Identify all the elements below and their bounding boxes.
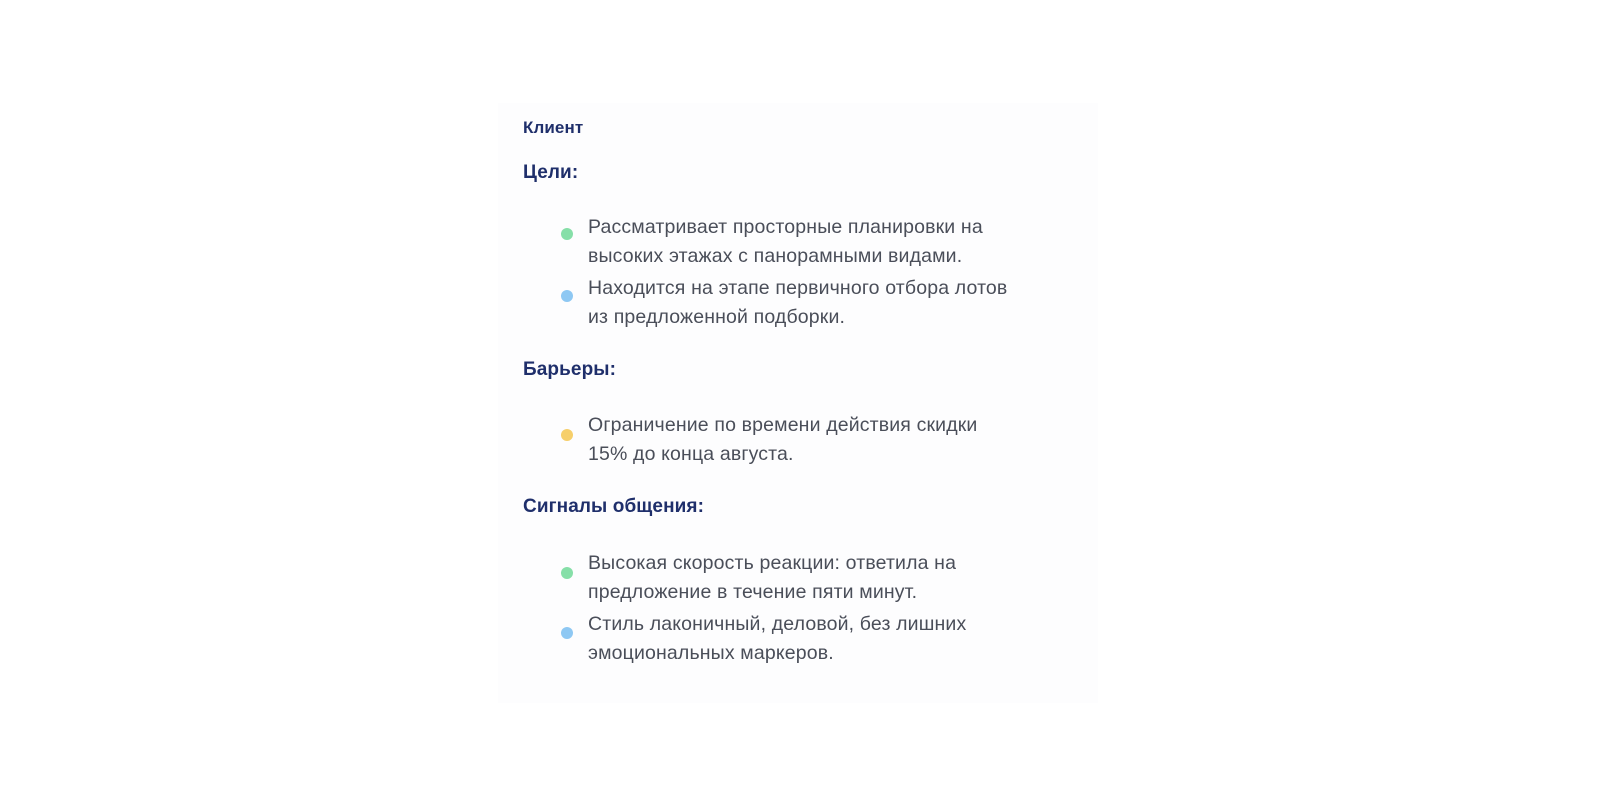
bullet-dot-blue-icon [561,290,573,302]
goal-item-2 [588,274,1108,332]
client-title: Клиент [523,118,584,137]
section-title-goals: Цели: [523,162,579,183]
bullet-dot-green-icon [561,567,573,579]
signal-item-1-line-2: предложение в течение пяти минут. [588,581,918,603]
goal-item-1-line-2: высоких этажах с панорамными видами. [588,245,963,267]
signal-item-2-line-2: эмоциональных маркеров. [588,642,834,664]
signal-item-2 [588,610,1108,668]
signal-item-2-line-1: Стиль лаконичный, деловой, без лишних [588,613,967,635]
bullet-dot-green-icon [561,228,573,240]
goal-item-2-line-2: из предложенной подборки. [588,306,846,328]
barrier-item-1 [588,411,1108,469]
signal-item-1-line-1: Высокая скорость реакции: ответила на [588,552,957,574]
signal-item-1 [588,549,1108,607]
section-title-barriers: Барьеры: [523,359,617,380]
goal-item-1 [588,213,1108,271]
section-title-signals: Сигналы общения: [523,496,705,517]
barrier-item-1-line-2: 15% до конца августа. [588,443,794,465]
bullet-dot-yellow-icon [561,429,573,441]
barrier-item-1-line-1: Ограничение по времени действия скидки [588,414,978,436]
goal-item-1-line-1: Рассматривает просторные планировки на [588,216,983,238]
goal-item-2-line-1: Находится на этапе первичного отбора лотов [588,277,1008,299]
bullet-dot-blue-icon [561,627,573,639]
